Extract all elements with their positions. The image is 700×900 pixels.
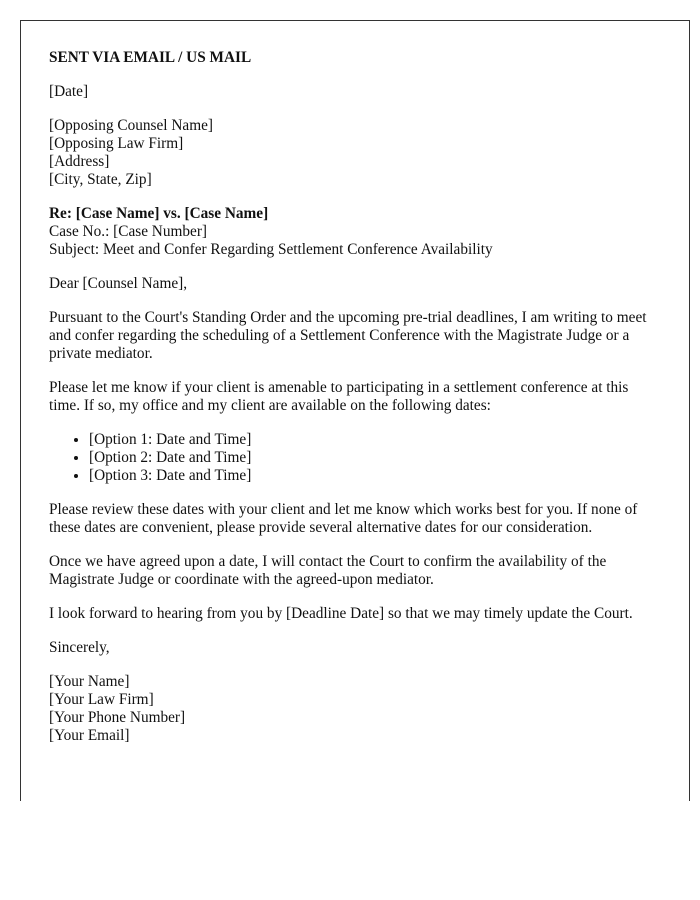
date-options-list <box>49 431 660 485</box>
subject-line: Subject: Meet and Confer Regarding Settlement Conference Availability <box>49 241 493 258</box>
date-option: • [Option 2: Date and Time] <box>89 449 660 467</box>
sender-name: [Your Name] <box>49 673 130 690</box>
closing: Sincerely, <box>49 639 110 656</box>
recipient-name: [Opposing Counsel Name] <box>49 117 213 134</box>
sender-phone: [Your Phone Number] <box>49 709 186 726</box>
recipient-firm: [Opposing Law Firm] <box>49 135 184 152</box>
sender-firm: [Your Law Firm] <box>49 691 154 708</box>
body-paragraph: Pursuant to the Court's Standing Order and the upcoming pre-trial deadlines, I am writing to meet and confer regarding the scheduling of a Settlement Conference with the Magistrate Judge or a private mediator. <box>49 309 647 362</box>
body-paragraph: Once we have agreed upon a date, I will contact the Court to confirm the availability of the Magistrate Judge or coordinate with the agreed-upon mediator. <box>49 553 607 588</box>
reference-block <box>49 205 660 259</box>
recipient-city: [City, State, Zip] <box>49 171 152 188</box>
body-paragraph: I look forward to hearing from you by [Deadline Date] so that we may timely update the Court. <box>49 605 633 622</box>
re-line: Re: [Case Name] vs. [Case Name] <box>49 205 269 222</box>
signature-block <box>49 673 660 745</box>
body-paragraph: Please review these dates with your client and let me know which works best for you. If none of these dates are convenient, please provide several alternative dates for our consideration. <box>49 501 638 536</box>
body-paragraph: Please let me know if your client is amenable to participating in a settlement conference at this time. If so, my office and my client are available on the following dates: <box>49 379 629 414</box>
recipient-address: [Address] <box>49 153 110 170</box>
salutation: Dear [Counsel Name], <box>49 275 188 292</box>
delivery-method-header: SENT VIA EMAIL / US MAIL <box>49 49 252 66</box>
date-option: • [Option 1: Date and Time] <box>89 431 660 449</box>
letter-date: [Date] <box>49 83 89 100</box>
sender-email: [Your Email] <box>49 727 130 744</box>
letter-page <box>20 20 690 801</box>
recipient-block <box>49 117 660 189</box>
case-number: Case No.: [Case Number] <box>49 223 208 240</box>
date-option: • [Option 3: Date and Time] <box>89 467 660 485</box>
